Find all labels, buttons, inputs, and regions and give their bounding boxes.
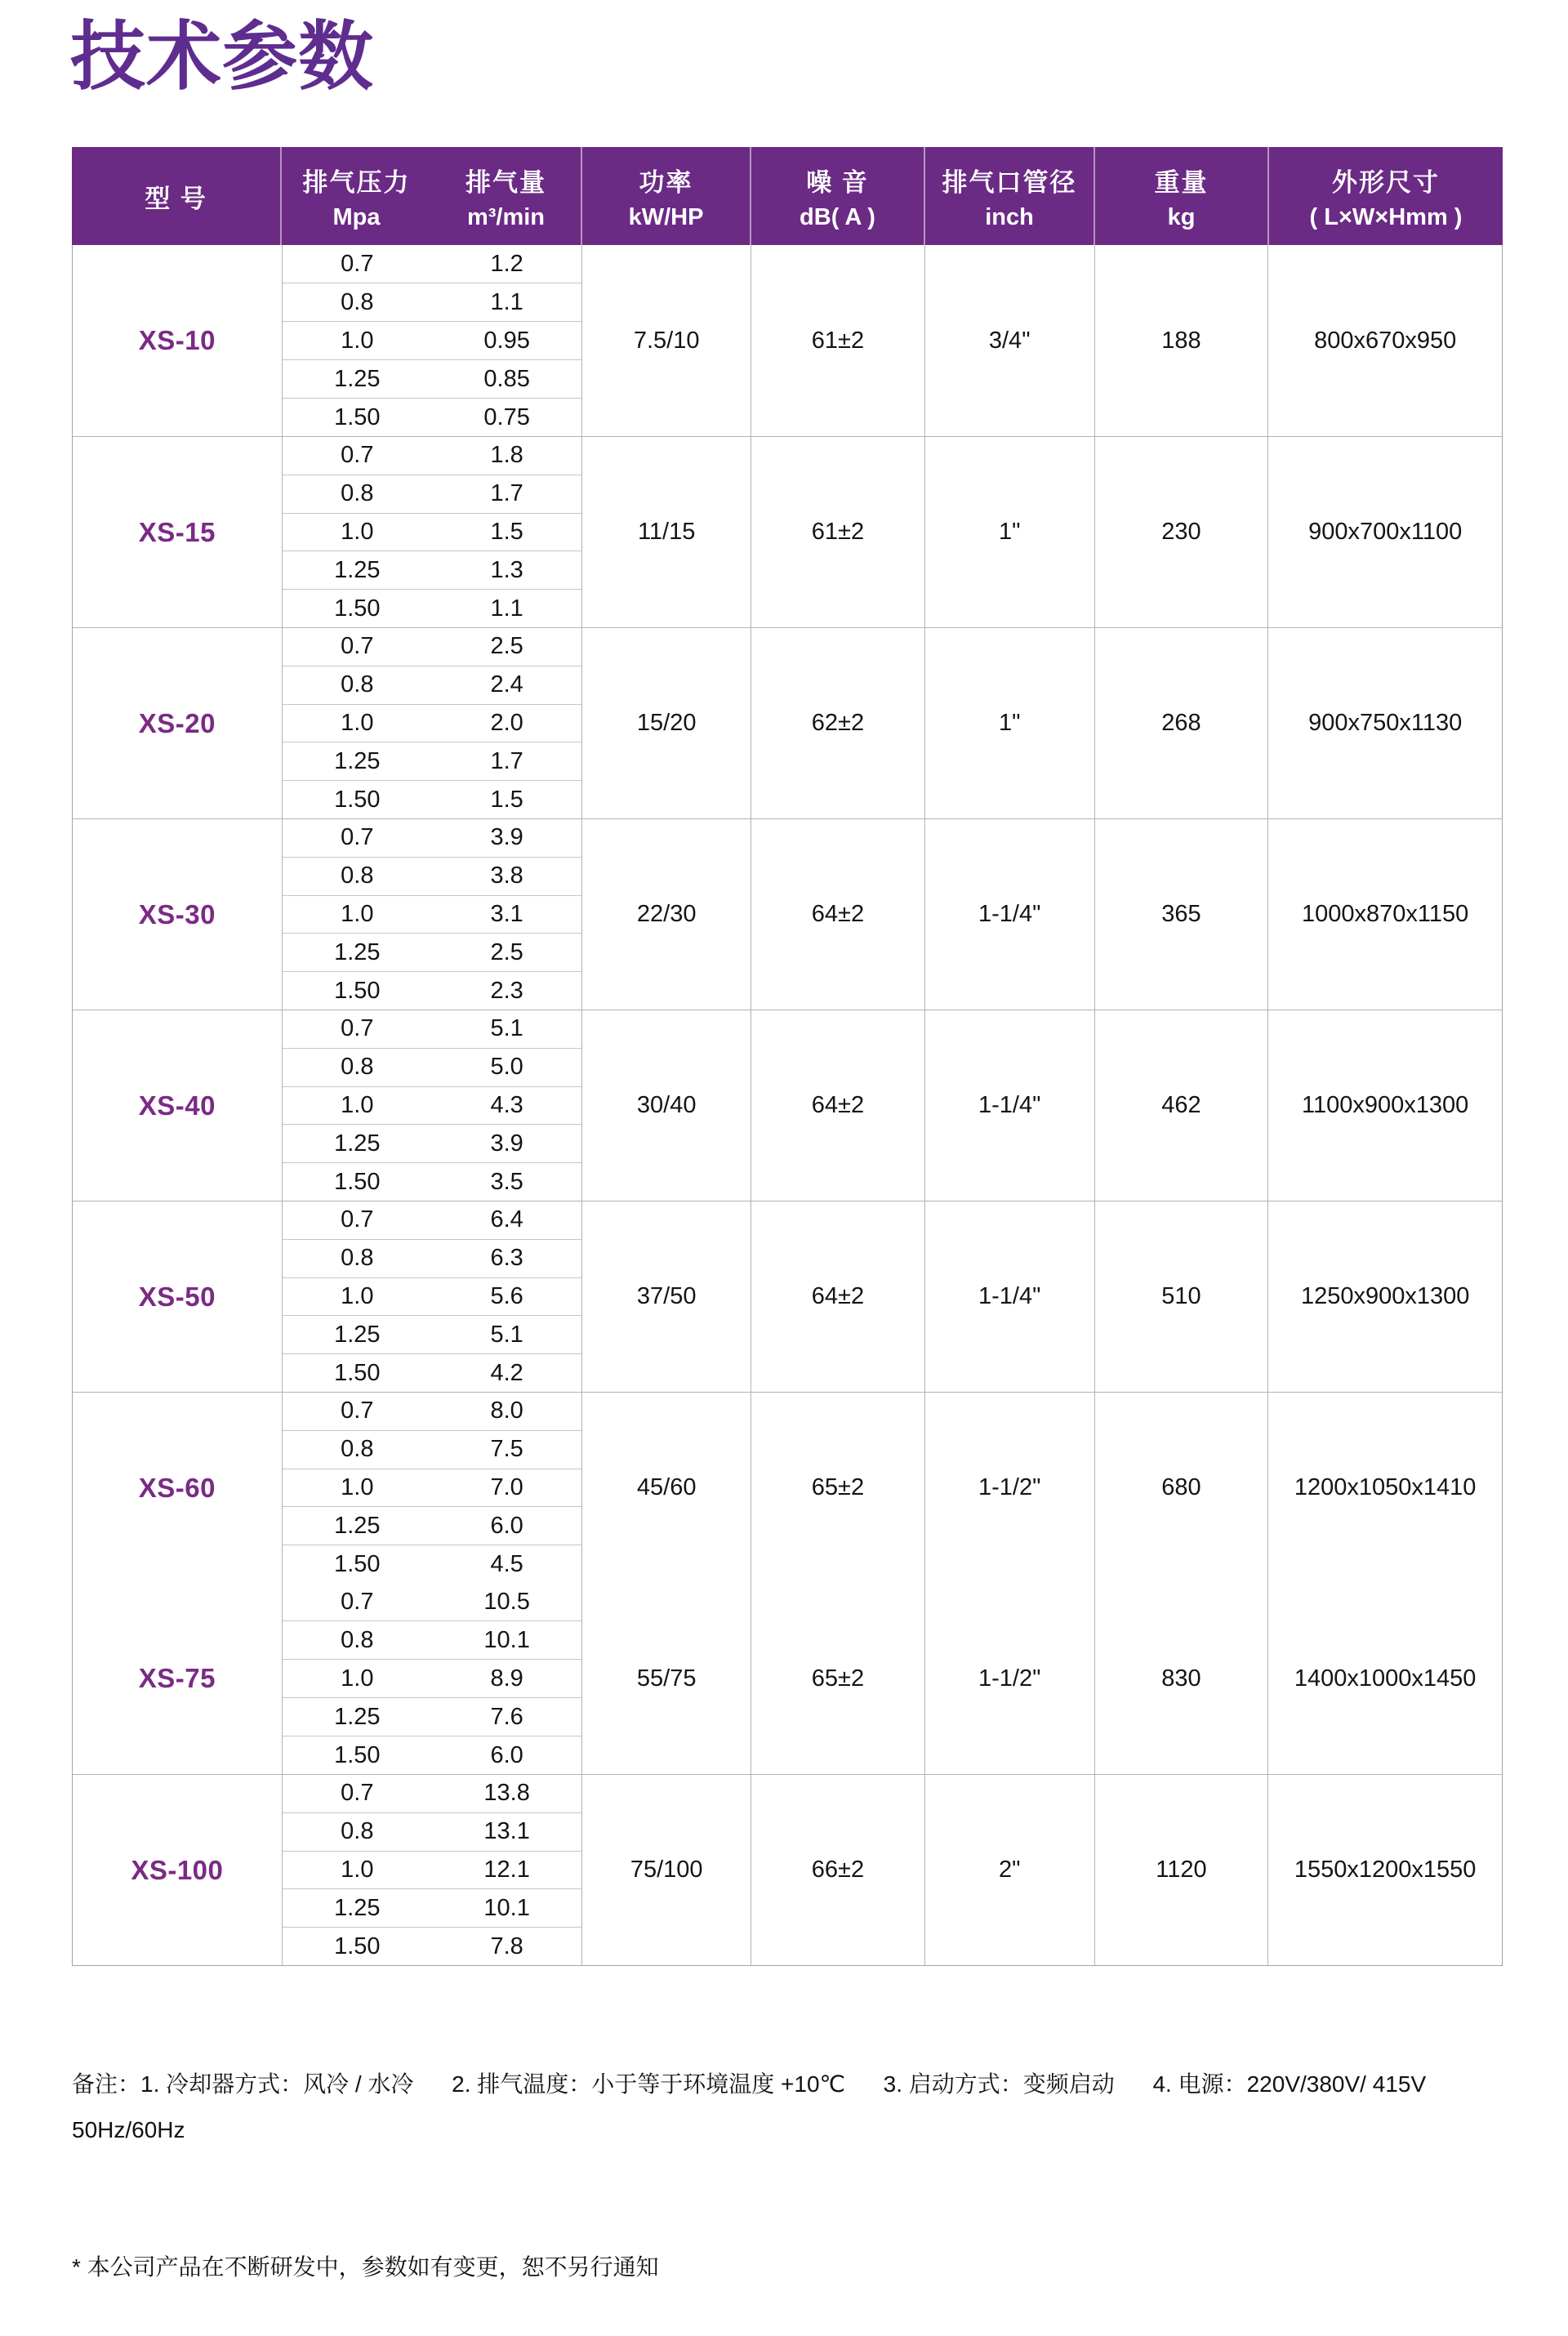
- model-cell: XS-75: [73, 1583, 283, 1774]
- header-pressure-unit: Mpa: [332, 203, 381, 230]
- outlet-cell: 3/4": [925, 245, 1095, 436]
- outlet-cell: 1": [925, 628, 1095, 818]
- pressure-value: 0.7: [341, 250, 374, 277]
- pressure-value: 1.50: [334, 977, 381, 1004]
- pressure-flow-subrow: [283, 283, 582, 321]
- pressure-value: 0.8: [341, 1626, 374, 1653]
- pressure-flow-subrow: [283, 1393, 582, 1430]
- pressure-value: 1.25: [334, 556, 381, 583]
- pressure-flow-subrow: [283, 1239, 582, 1277]
- table-row: [73, 1774, 1502, 1965]
- pressure-flow-cell: [283, 1775, 583, 1965]
- flow-value: 10.1: [483, 1626, 530, 1653]
- pressure-value: 1.25: [334, 938, 381, 965]
- header-pressure: [282, 147, 431, 245]
- pressure-flow-subrow: [283, 933, 582, 971]
- footnote-line2: * 本公司产品在不断研发中，参数如有变更，恕不另行通知: [72, 2254, 659, 2280]
- flow-value: 3.9: [490, 1130, 523, 1157]
- footnotes: [72, 1970, 1526, 2336]
- footnote-line1: 备注：1. 冷却器方式：风冷 / 水冷 2. 排气温度：小于等于环境温度 +10℃ 3. 启动方式：变频启动 4. 电源：220V/380V/ 415V 50Hz/60Hz: [72, 2071, 1446, 2142]
- pressure-flow-subrow: [283, 1697, 582, 1736]
- pressure-value: 1.25: [334, 365, 381, 392]
- dimensions-cell: 800x670x950: [1314, 327, 1457, 354]
- flow-value: 4.2: [490, 1359, 523, 1386]
- pressure-flow-subrow: [283, 1620, 582, 1659]
- flow-value: 13.1: [483, 1818, 530, 1845]
- pressure-flow-subrow: [283, 245, 582, 283]
- power-cell: 45/60: [582, 1393, 751, 1583]
- pressure-flow-subrow: [283, 628, 582, 666]
- flow-value: 2.0: [490, 709, 523, 736]
- pressure-value: 0.7: [341, 1015, 374, 1042]
- pressure-flow-subrow: [283, 780, 582, 818]
- header-outlet-unit: inch: [985, 203, 1034, 230]
- pressure-flow-subrow: [283, 1086, 582, 1125]
- flow-value: 2.3: [490, 977, 523, 1004]
- power-cell: 55/75: [582, 1583, 751, 1774]
- model-cell: XS-10: [73, 245, 283, 436]
- flow-value: 1.8: [490, 442, 523, 469]
- pressure-value: 1.0: [341, 900, 374, 927]
- header-power-label: 功率: [639, 167, 693, 197]
- noise-cell: 64±2: [751, 1201, 925, 1392]
- model-cell: XS-40: [73, 1010, 283, 1201]
- flow-value: 1.1: [490, 595, 523, 622]
- flow-value: 0.95: [483, 327, 530, 354]
- pressure-value: 1.25: [334, 1130, 381, 1157]
- weight-cell: 188: [1095, 245, 1269, 436]
- pressure-value: 1.50: [334, 1359, 381, 1386]
- dimensions-cell: 1000x870x1150: [1302, 901, 1469, 927]
- model-cell: XS-15: [73, 437, 283, 627]
- table-row: [73, 1010, 1502, 1201]
- header-dimensions-unit: ( L×W×Hmm ): [1309, 203, 1463, 230]
- pressure-value: 0.8: [341, 671, 374, 698]
- pressure-flow-subrow: [283, 589, 582, 627]
- pressure-flow-subrow: [283, 551, 582, 589]
- pressure-flow-subrow: [283, 359, 582, 398]
- pressure-flow-subrow: [283, 1775, 582, 1812]
- outlet-cell: 1": [925, 437, 1095, 627]
- pressure-flow-subrow: [283, 1315, 582, 1353]
- flow-value: 8.9: [490, 1665, 523, 1692]
- flow-value: 3.8: [490, 863, 523, 889]
- pressure-value: 1.0: [341, 1091, 374, 1118]
- flow-value: 1.5: [490, 518, 523, 545]
- flow-value: 6.0: [490, 1512, 523, 1539]
- pressure-value: 0.8: [341, 1054, 374, 1081]
- header-power-unit: kW/HP: [628, 203, 704, 230]
- model-cell: XS-100: [73, 1775, 283, 1965]
- pressure-flow-subrow: [283, 1124, 582, 1162]
- pressure-value: 1.0: [341, 518, 374, 545]
- pressure-value: 1.50: [334, 1741, 381, 1768]
- power-cell: 7.5/10: [582, 245, 751, 436]
- header-displacement-label: 排气量: [466, 167, 546, 197]
- flow-value: 4.3: [490, 1091, 523, 1118]
- weight-cell: 462: [1095, 1010, 1269, 1201]
- pressure-value: 1.25: [334, 747, 381, 774]
- header-weight-label: 重量: [1154, 167, 1209, 197]
- pressure-value: 0.7: [341, 1780, 374, 1807]
- flow-value: 10.5: [483, 1588, 530, 1615]
- pressure-flow-subrow: [283, 1659, 582, 1697]
- outlet-cell: 1-1/4": [925, 819, 1095, 1010]
- pressure-flow-subrow: [283, 398, 582, 436]
- noise-cell: 64±2: [751, 1010, 925, 1201]
- pressure-flow-cell: [283, 628, 583, 818]
- noise-cell: 65±2: [751, 1393, 925, 1583]
- flow-value: 1.7: [490, 747, 523, 774]
- model-cell: XS-50: [73, 1201, 283, 1392]
- outlet-cell: 1-1/2": [925, 1583, 1095, 1774]
- pressure-flow-subrow: [283, 1048, 582, 1086]
- pressure-flow-subrow: [283, 1927, 582, 1965]
- noise-cell: 65±2: [751, 1583, 925, 1774]
- pressure-value: 0.7: [341, 824, 374, 851]
- pressure-value: 1.0: [341, 1473, 374, 1500]
- dimensions-cell: 1100x900x1300: [1302, 1092, 1469, 1118]
- flow-value: 10.1: [483, 1894, 530, 1921]
- weight-cell: 830: [1095, 1583, 1269, 1774]
- pressure-flow-subrow: [283, 1277, 582, 1316]
- header-displacement: [431, 147, 581, 245]
- pressure-flow-subrow: [283, 1201, 582, 1239]
- pressure-value: 1.25: [334, 1512, 381, 1539]
- pressure-value: 0.8: [341, 863, 374, 889]
- pressure-value: 1.50: [334, 786, 381, 813]
- outlet-cell: 1-1/2": [925, 1393, 1095, 1583]
- flow-value: 1.5: [490, 786, 523, 813]
- flow-value: 7.8: [490, 1933, 523, 1959]
- pressure-value: 0.7: [341, 1588, 374, 1615]
- header-noise: [751, 147, 925, 245]
- dimensions-cell: 1550x1200x1550: [1294, 1857, 1477, 1883]
- noise-cell: 64±2: [751, 819, 925, 1010]
- pressure-flow-subrow: [283, 1469, 582, 1507]
- weight-cell: 1120: [1095, 1775, 1269, 1965]
- table-row: [73, 436, 1502, 627]
- flow-value: 0.85: [483, 365, 530, 392]
- pressure-value: 1.0: [341, 1282, 374, 1309]
- pressure-flow-subrow: [283, 513, 582, 551]
- flow-value: 6.4: [490, 1206, 523, 1233]
- header-power: [582, 147, 751, 245]
- pressure-value: 1.50: [334, 595, 381, 622]
- flow-value: 2.5: [490, 938, 523, 965]
- flow-value: 4.5: [490, 1550, 523, 1577]
- table-row: [73, 818, 1502, 1010]
- dimensions-cell: 900x750x1130: [1308, 710, 1463, 736]
- pressure-flow-subrow: [283, 1506, 582, 1545]
- flow-value: 3.1: [490, 900, 523, 927]
- outlet-cell: 1-1/4": [925, 1010, 1095, 1201]
- pressure-flow-cell: [283, 819, 583, 1010]
- pressure-flow-cell: [283, 245, 583, 436]
- model-cell: XS-30: [73, 819, 283, 1010]
- flow-value: 7.6: [490, 1703, 523, 1730]
- flow-value: 2.4: [490, 671, 523, 698]
- weight-cell: 680: [1095, 1393, 1269, 1583]
- flow-value: 1.7: [490, 480, 523, 507]
- pressure-flow-cell: [283, 1010, 583, 1201]
- table-header-row: [72, 147, 1503, 245]
- pressure-value: 1.50: [334, 403, 381, 430]
- dimensions-cell: 900x700x1100: [1308, 519, 1463, 545]
- pressure-flow-cell: [283, 1393, 583, 1583]
- pressure-flow-subrow: [283, 1888, 582, 1927]
- pressure-flow-subrow: [283, 895, 582, 934]
- page-title: 技术参数: [70, 16, 375, 99]
- pressure-value: 1.0: [341, 1665, 374, 1692]
- flow-value: 2.5: [490, 633, 523, 660]
- table-row: [73, 627, 1502, 818]
- header-model-label: 型 号: [145, 184, 207, 213]
- weight-cell: 510: [1095, 1201, 1269, 1392]
- pressure-flow-subrow: [283, 1353, 582, 1392]
- noise-cell: 62±2: [751, 628, 925, 818]
- pressure-value: 0.7: [341, 633, 374, 660]
- noise-cell: 66±2: [751, 1775, 925, 1965]
- pressure-value: 1.50: [334, 1933, 381, 1959]
- header-outlet-label: 排气口管径: [942, 167, 1077, 197]
- pressure-value: 0.7: [341, 1206, 374, 1233]
- header-dimensions: [1269, 147, 1503, 245]
- table-row: [73, 245, 1502, 436]
- pressure-flow-subrow: [283, 819, 582, 857]
- pressure-value: 1.25: [334, 1894, 381, 1921]
- pressure-flow-subrow: [283, 666, 582, 704]
- flow-value: 7.5: [490, 1436, 523, 1463]
- flow-value: 1.2: [490, 250, 523, 277]
- flow-value: 1.1: [490, 288, 523, 315]
- flow-value: 12.1: [483, 1856, 530, 1883]
- pressure-value: 0.8: [341, 288, 374, 315]
- table-row: [73, 1583, 1502, 1774]
- flow-value: 6.3: [490, 1245, 523, 1272]
- weight-cell: 365: [1095, 819, 1269, 1010]
- pressure-value: 0.8: [341, 1436, 374, 1463]
- pressure-value: 1.50: [334, 1168, 381, 1195]
- pressure-value: 1.0: [341, 327, 374, 354]
- noise-cell: 61±2: [751, 245, 925, 436]
- pressure-flow-cell: [283, 1583, 583, 1774]
- pressure-flow-subrow: [283, 321, 582, 359]
- flow-value: 5.1: [490, 1015, 523, 1042]
- flow-value: 0.75: [483, 403, 530, 430]
- pressure-flow-subrow: [283, 971, 582, 1010]
- header-outlet: [925, 147, 1095, 245]
- table-row: [73, 1201, 1502, 1392]
- outlet-cell: 2": [925, 1775, 1095, 1965]
- flow-value: 6.0: [490, 1741, 523, 1768]
- power-cell: 15/20: [582, 628, 751, 818]
- pressure-value: 1.50: [334, 1550, 381, 1577]
- table-row: [73, 1392, 1502, 1583]
- header-pressure-displacement: [282, 147, 582, 245]
- flow-value: 5.1: [490, 1321, 523, 1348]
- pressure-flow-subrow: [283, 704, 582, 742]
- pressure-flow-subrow: [283, 1162, 582, 1201]
- pressure-flow-subrow: [283, 1851, 582, 1889]
- pressure-value: 0.8: [341, 480, 374, 507]
- pressure-flow-subrow: [283, 1010, 582, 1048]
- pressure-value: 0.8: [341, 1245, 374, 1272]
- pressure-value: 0.7: [341, 1398, 374, 1424]
- header-weight-unit: kg: [1167, 203, 1196, 230]
- pressure-flow-cell: [283, 437, 583, 627]
- pressure-flow-subrow: [283, 1812, 582, 1851]
- flow-value: 5.0: [490, 1054, 523, 1081]
- flow-value: 3.5: [490, 1168, 523, 1195]
- pressure-flow-subrow: [283, 1736, 582, 1774]
- pressure-flow-subrow: [283, 1430, 582, 1469]
- power-cell: 11/15: [582, 437, 751, 627]
- power-cell: 30/40: [582, 1010, 751, 1201]
- pressure-value: 0.8: [341, 1818, 374, 1845]
- pressure-flow-cell: [283, 1201, 583, 1392]
- dimensions-cell: 1400x1000x1450: [1294, 1665, 1477, 1692]
- header-noise-unit: dB( A ): [800, 203, 875, 230]
- spec-table: [72, 147, 1503, 1966]
- dimensions-cell: 1250x900x1300: [1300, 1283, 1470, 1309]
- outlet-cell: 1-1/4": [925, 1201, 1095, 1392]
- pressure-flow-subrow: [283, 742, 582, 780]
- header-model: [72, 147, 282, 245]
- power-cell: 75/100: [582, 1775, 751, 1965]
- noise-cell: 61±2: [751, 437, 925, 627]
- header-dimensions-label: 外形尺寸: [1332, 167, 1440, 197]
- pressure-value: 1.0: [341, 709, 374, 736]
- table-body: [72, 245, 1503, 1966]
- model-cell: XS-20: [73, 628, 283, 818]
- pressure-value: 1.25: [334, 1321, 381, 1348]
- power-cell: 22/30: [582, 819, 751, 1010]
- header-displacement-unit: m³/min: [466, 203, 546, 230]
- flow-value: 8.0: [490, 1398, 523, 1424]
- header-pressure-label: 排气压力: [302, 167, 411, 197]
- flow-value: 13.8: [483, 1780, 530, 1807]
- header-weight: [1095, 147, 1269, 245]
- pressure-flow-subrow: [283, 437, 582, 475]
- power-cell: 37/50: [582, 1201, 751, 1392]
- flow-value: 5.6: [490, 1282, 523, 1309]
- weight-cell: 268: [1095, 628, 1269, 818]
- pressure-flow-subrow: [283, 857, 582, 895]
- pressure-value: 1.0: [341, 1856, 374, 1883]
- flow-value: 1.3: [490, 556, 523, 583]
- flow-value: 7.0: [490, 1473, 523, 1500]
- header-noise-label: 噪 音: [806, 167, 869, 197]
- weight-cell: 230: [1095, 437, 1269, 627]
- pressure-value: 1.25: [334, 1703, 381, 1730]
- model-cell: XS-60: [73, 1393, 283, 1583]
- dimensions-cell: 1200x1050x1410: [1294, 1474, 1477, 1500]
- pressure-flow-subrow: [283, 1583, 582, 1620]
- pressure-flow-subrow: [283, 1545, 582, 1583]
- pressure-flow-subrow: [283, 475, 582, 513]
- flow-value: 3.9: [490, 824, 523, 851]
- pressure-value: 0.7: [341, 442, 374, 469]
